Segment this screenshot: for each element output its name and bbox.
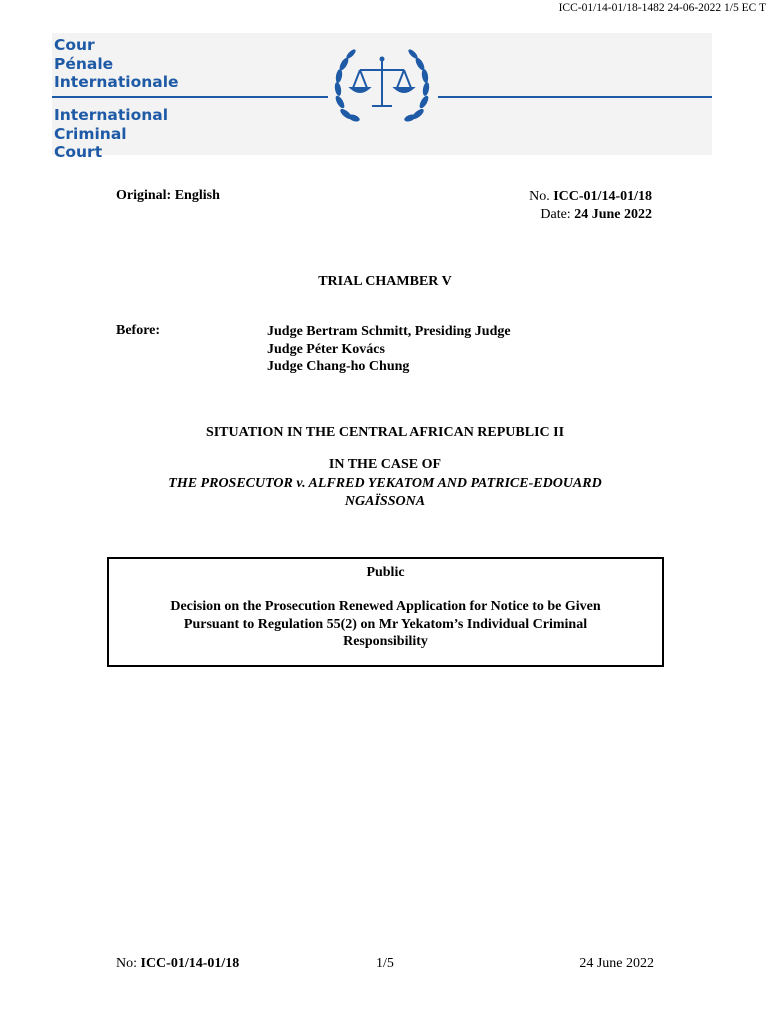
decision-title-box: [107, 557, 664, 667]
document-reference: [529, 188, 652, 224]
case-number: ICC-01/14-01/18: [553, 189, 652, 204]
decision-title: [109, 598, 662, 651]
case-heading: IN THE CASE OF: [328, 457, 442, 472]
logo-text-english: [54, 106, 168, 162]
judge-name: Judge Péter Kovács: [267, 341, 385, 357]
scales-of-justice-laurel-icon: [330, 44, 434, 132]
situation-heading: SITUATION IN THE CENTRAL AFRICAN REPUBLIC II: [205, 425, 565, 440]
case-name-line: THE PROSECUTOR v. ALFRED YEKATOM AND PATRICE-EDOUARD: [168, 476, 602, 491]
logo-line: Internationale: [54, 73, 179, 91]
judge-name: Judge Bertram Schmitt, Presiding Judge: [267, 324, 511, 339]
footer-number: ICC-01/14-01/18: [140, 956, 240, 971]
logo-text-french: [54, 36, 179, 92]
letterhead-rule-right: [438, 96, 712, 98]
case-name-line: NGAÏSSONA: [344, 493, 426, 509]
page-number: 1/5: [376, 956, 394, 971]
logo-line: Court: [54, 143, 103, 161]
case-name: [0, 475, 770, 510]
decision-title-line: Pursuant to Regulation 55(2) on Mr Yekatom’s Individual Criminal: [183, 616, 588, 632]
footer-number-prefix: No:: [116, 956, 141, 971]
case-number-line: [529, 188, 652, 206]
document-date: 24 June 2022: [574, 207, 652, 222]
decision-title-line: Decision on the Prosecution Renewed Application for Notice to be Given: [170, 599, 601, 614]
case-number-prefix: No.: [529, 189, 554, 204]
date-prefix: Date:: [540, 207, 575, 222]
classification-label: Public: [366, 565, 405, 580]
document-stamp: ICC-01/14-01/18-1482 24-06-2022 1/5 EC T: [558, 2, 766, 14]
original-language: Original: English: [116, 188, 220, 203]
date-line: [529, 206, 652, 224]
letterhead-rule-left: [52, 96, 328, 98]
bench-label: Before:: [116, 323, 161, 338]
logo-line: Pénale: [54, 54, 114, 73]
logo-line: Criminal: [54, 124, 127, 143]
decision-title-line: Responsibility: [343, 634, 428, 649]
chamber-heading: TRIAL CHAMBER V: [318, 274, 452, 289]
logo-line: International: [54, 106, 169, 124]
logo-line: Cour: [54, 36, 95, 54]
footer-date: 24 June 2022: [579, 956, 654, 971]
judge-name: Judge Chang-ho Chung: [267, 359, 410, 374]
judges-list: [267, 323, 511, 376]
